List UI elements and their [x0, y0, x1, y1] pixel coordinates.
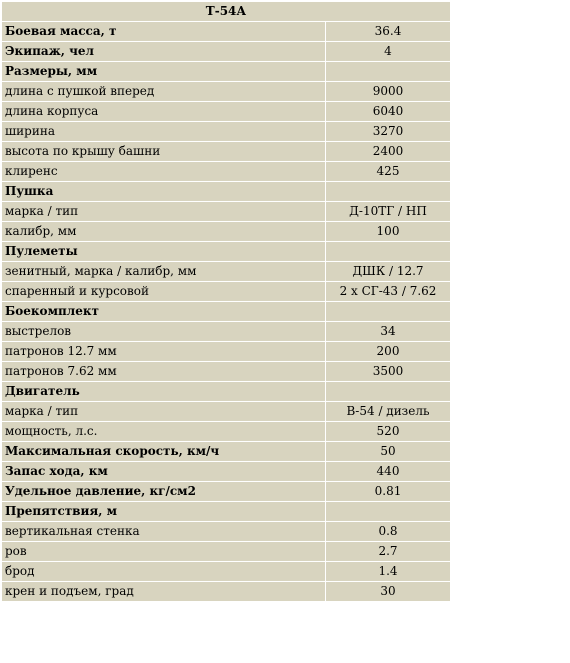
spec-value: 4 [326, 42, 450, 61]
table-row [2, 262, 450, 281]
table-row [2, 522, 450, 541]
table-title-row [2, 2, 450, 21]
spec-label: патронов 12.7 мм [2, 342, 325, 361]
spec-label: Препятствия, м [2, 502, 325, 521]
table-title: Т-54А [2, 2, 450, 21]
spec-table-body [2, 2, 450, 601]
spec-value [326, 382, 450, 401]
spec-value: 3500 [326, 362, 450, 381]
section-row [2, 442, 450, 461]
spec-value: 36.4 [326, 22, 450, 41]
spec-label: ширина [2, 122, 325, 141]
table-row [2, 202, 450, 221]
spec-value: 3270 [326, 122, 450, 141]
section-row [2, 302, 450, 321]
spec-value: 50 [326, 442, 450, 461]
spec-value: 520 [326, 422, 450, 441]
spec-value: 6040 [326, 102, 450, 121]
spec-value [326, 502, 450, 521]
table-row [2, 122, 450, 141]
table-row [2, 282, 450, 301]
table-row [2, 362, 450, 381]
table-row [2, 102, 450, 121]
spec-value [326, 182, 450, 201]
section-row [2, 482, 450, 501]
spec-value: 100 [326, 222, 450, 241]
section-row [2, 462, 450, 481]
table-row [2, 82, 450, 101]
spec-label: высота по крышу башни [2, 142, 325, 161]
spec-table [1, 1, 451, 602]
table-row [2, 582, 450, 601]
table-row [2, 142, 450, 161]
spec-label: длина корпуса [2, 102, 325, 121]
table-row [2, 402, 450, 421]
spec-label: Двигатель [2, 382, 325, 401]
table-row [2, 422, 450, 441]
spec-label: Экипаж, чел [2, 42, 325, 61]
spec-value: 34 [326, 322, 450, 341]
table-row [2, 342, 450, 361]
spec-label: спаренный и курсовой [2, 282, 325, 301]
spec-label: Пулеметы [2, 242, 325, 261]
section-row [2, 242, 450, 261]
section-row [2, 62, 450, 81]
spec-label: ров [2, 542, 325, 561]
section-row [2, 22, 450, 41]
spec-value: Д-10ТГ / НП [326, 202, 450, 221]
spec-label: Боекомплект [2, 302, 325, 321]
spec-label: Удельное давление, кг/см2 [2, 482, 325, 501]
spec-label: Боевая масса, т [2, 22, 325, 41]
spec-label: вертикальная стенка [2, 522, 325, 541]
spec-label: Максимальная скорость, км/ч [2, 442, 325, 461]
spec-label: клиренс [2, 162, 325, 181]
section-row [2, 42, 450, 61]
spec-label: Запас хода, км [2, 462, 325, 481]
table-row [2, 562, 450, 581]
spec-label: Пушка [2, 182, 325, 201]
spec-value [326, 62, 450, 81]
spec-label: брод [2, 562, 325, 581]
table-row [2, 542, 450, 561]
spec-label: выстрелов [2, 322, 325, 341]
spec-label: зенитный, марка / калибр, мм [2, 262, 325, 281]
spec-value: 2 х СГ-43 / 7.62 [326, 282, 450, 301]
spec-value: 30 [326, 582, 450, 601]
spec-value: 1.4 [326, 562, 450, 581]
spec-label: крен и подъем, град [2, 582, 325, 601]
section-row [2, 382, 450, 401]
section-row [2, 182, 450, 201]
spec-label: марка / тип [2, 202, 325, 221]
spec-value: 0.8 [326, 522, 450, 541]
spec-label: длина с пушкой вперед [2, 82, 325, 101]
spec-label: патронов 7.62 мм [2, 362, 325, 381]
spec-value: 440 [326, 462, 450, 481]
section-row [2, 502, 450, 521]
table-row [2, 162, 450, 181]
spec-value: В-54 / дизель [326, 402, 450, 421]
spec-label: калибр, мм [2, 222, 325, 241]
spec-value: 2.7 [326, 542, 450, 561]
spec-value: 200 [326, 342, 450, 361]
spec-label: мощность, л.с. [2, 422, 325, 441]
spec-value: 0.81 [326, 482, 450, 501]
spec-value [326, 302, 450, 321]
spec-label: марка / тип [2, 402, 325, 421]
spec-value: 425 [326, 162, 450, 181]
spec-value: 9000 [326, 82, 450, 101]
spec-value: ДШК / 12.7 [326, 262, 450, 281]
spec-value: 2400 [326, 142, 450, 161]
spec-value [326, 242, 450, 261]
spec-label: Размеры, мм [2, 62, 325, 81]
table-row [2, 222, 450, 241]
table-row [2, 322, 450, 341]
